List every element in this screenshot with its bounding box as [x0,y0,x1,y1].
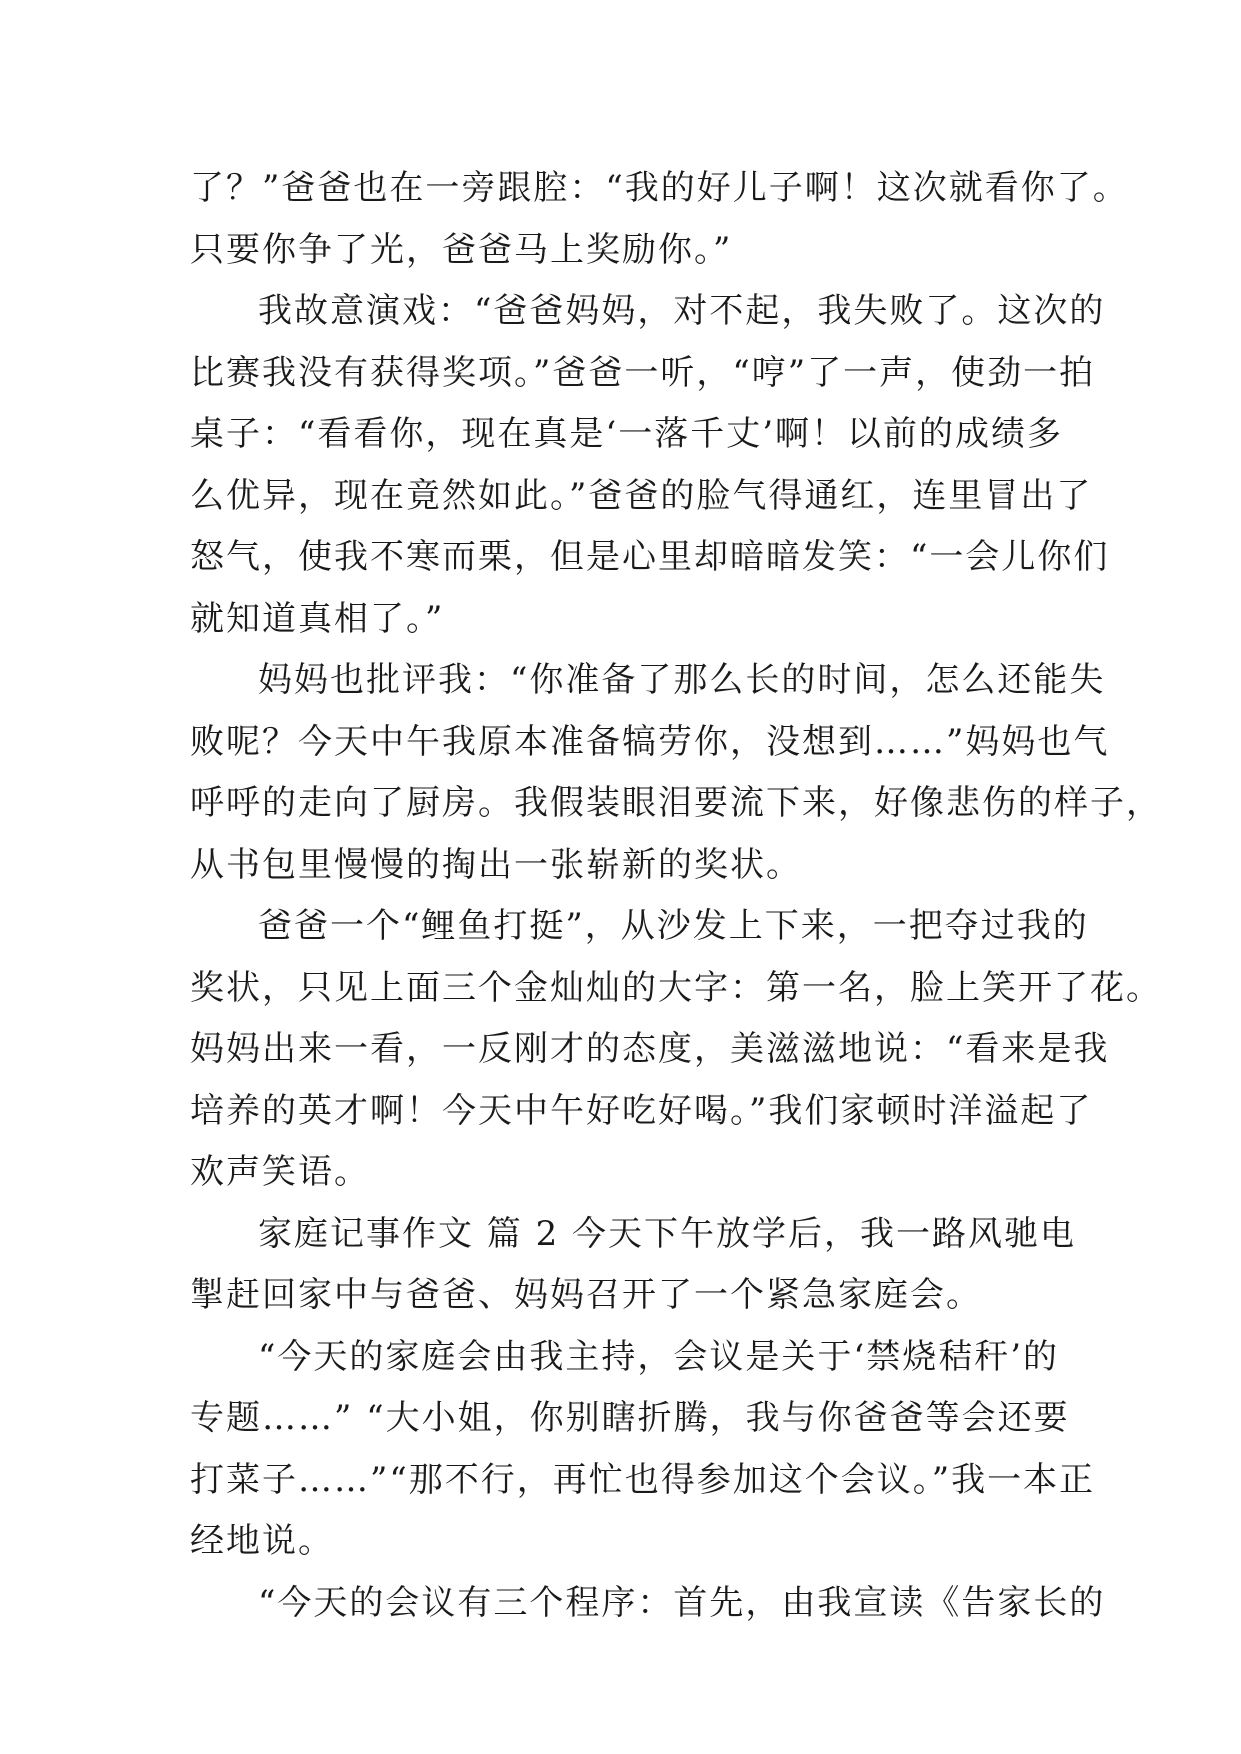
text-line: “今天的会议有三个程序：首先，由我宣读《告家长的 [258,1582,1106,1623]
text-line: 了？”爸爸也在一旁跟腔：“我的好儿子啊！这次就看你了。 [190,168,1129,208]
text-line: 掣赶回家中与爸爸、妈妈召开了一个紧急家庭会。 [190,1275,982,1315]
text-line: 从书包里慢慢的掏出一张崭新的奖状。 [190,844,802,885]
text-line: 只要你争了光，爸爸马上奖励你。” [190,229,733,270]
text-line: 经地说。 [190,1521,334,1561]
text-line: 奖状，只见上面三个金灿灿的大字：第一名，脸上笑开了花。 [190,967,1162,1008]
text-line: 桌子：“看看你，现在真是‘一落千丈’啊！以前的成绩多 [190,414,1063,454]
text-line: 专题……” “大小姐，你别瞎折腾，我与你爸爸等会还要 [190,1398,1070,1438]
text-line: 家庭记事作文 篇 2 今天下午放学后，我一路风驰电 [258,1213,1077,1254]
text-line: 怒气，使我不寒而栗，但是心里却暗暗发笑：“一会儿你们 [190,537,1110,577]
text-line: 妈妈出来一看，一反刚才的态度，美滋滋地说：“看来是我 [190,1029,1110,1069]
text-line: 呼呼的走向了厨房。我假装眼泪要流下来，好像悲伤的样子， [190,783,1162,823]
text-line: 比赛我没有获得奖项。”爸爸一听，“哼”了一声，使劲一拍 [190,352,1096,393]
text-line: 打菜子……”“那不行，再忙也得参加这个会议。”我一本正 [190,1459,1096,1500]
text-line: 我故意演戏：“爸爸妈妈，对不起，我失败了。这次的 [258,291,1106,331]
text-line: 就知道真相了。” [190,598,445,639]
document-body [190,158,1162,1634]
text-line: 爸爸一个“鲤鱼打挺”，从沙发上下来，一把夺过我的 [258,906,1089,946]
text-line: 培养的英才啊！今天中午好吃好喝。”我们家顿时洋溢起了 [190,1090,1093,1131]
text-line: “今天的家庭会由我主持，会议是关于‘禁烧秸秆’的 [258,1336,1059,1377]
text-line: 妈妈也批评我：“你准备了那么长的时间，怎么还能失 [258,660,1106,700]
text-line: 么优异，现在竟然如此。”爸爸的脸气得通红，连里冒出了 [190,475,1093,516]
text-line: 败呢？今天中午我原本准备犒劳你，没想到……”妈妈也气 [190,721,1110,762]
text-line: 欢声笑语。 [190,1152,370,1192]
